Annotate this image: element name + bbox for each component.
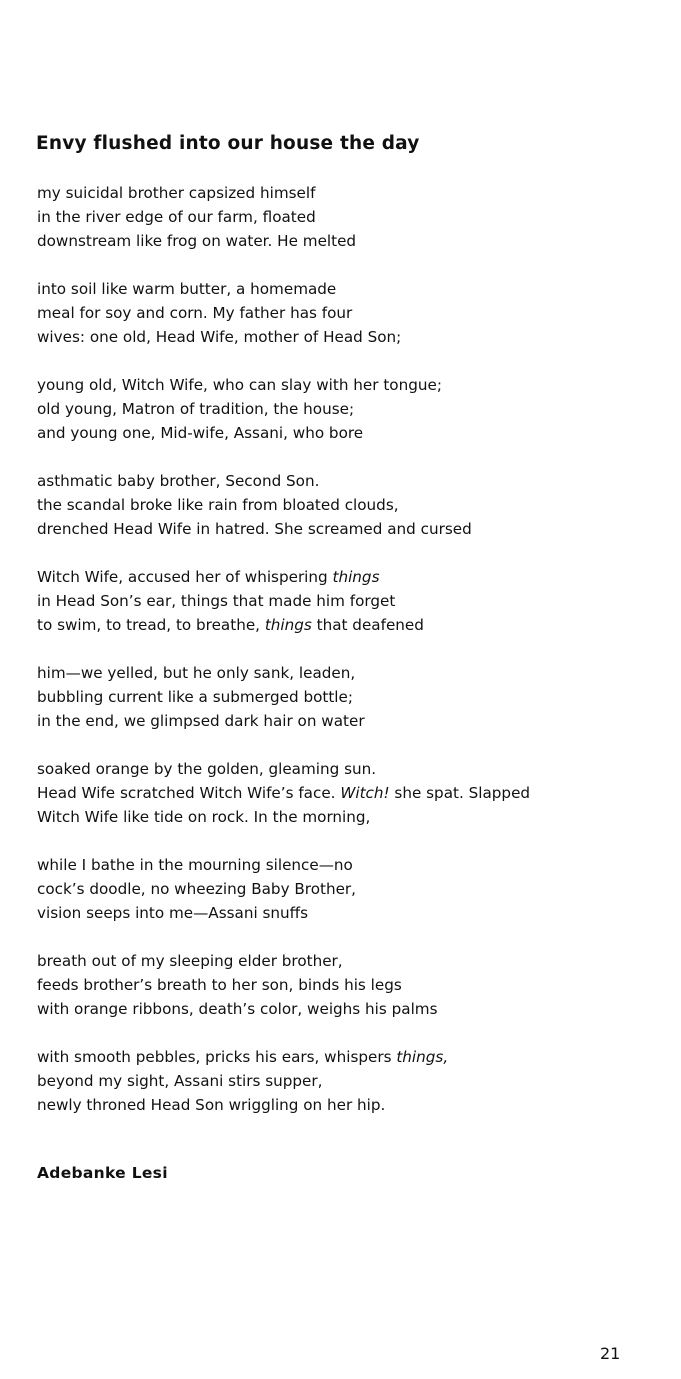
poem-line: bubbling current like a submerged bottle;: [37, 688, 353, 706]
poem-line: beyond my sight, Assani stirs supper,: [37, 1072, 323, 1090]
stanza: [37, 373, 657, 445]
poem-line: while I bathe in the mourning silence—no: [37, 856, 353, 874]
poem-line: with orange ribbons, death’s color, weighs his palms: [37, 1000, 438, 1018]
poem-line: with smooth pebbles, pricks his ears, whispers things,: [37, 1048, 449, 1066]
poem-line: asthmatic baby brother, Second Son.: [37, 472, 320, 490]
author-name: Adebanke Lesi: [37, 1164, 168, 1182]
poem-line: vision seeps into me—Assani snuffs: [37, 904, 309, 922]
poem-line: cock’s doodle, no wheezing Baby Brother,: [37, 880, 357, 898]
stanza: [37, 853, 657, 925]
poem-line: wives: one old, Head Wife, mother of Head Son;: [37, 328, 402, 346]
stanza: [37, 277, 657, 349]
poem-line: feeds brother’s breath to her son, binds his legs: [37, 976, 402, 994]
poem-line: the scandal broke like rain from bloated clouds,: [37, 496, 399, 514]
poem-line: Witch Wife like tide on rock. In the morning,: [37, 808, 371, 826]
poem-line: in Head Son’s ear, things that made him forget: [37, 592, 396, 610]
poem-line: in the end, we glimpsed dark hair on water: [37, 712, 365, 730]
poem-title: Envy flushed into our house the day: [36, 133, 420, 154]
stanza: [37, 565, 657, 637]
poem-line: and young one, Mid-wife, Assani, who bore: [37, 424, 364, 442]
poem-line: to swim, to tread, to breathe, things that deafened: [37, 616, 424, 634]
stanza: [37, 661, 657, 733]
poem-line: old young, Matron of tradition, the house;: [37, 400, 355, 418]
stanza: [37, 757, 657, 829]
poem-line: Witch Wife, accused her of whispering things: [37, 568, 380, 586]
poem-line: newly throned Head Son wriggling on her hip.: [37, 1096, 386, 1114]
poem-line: drenched Head Wife in hatred. She screamed and cursed: [37, 520, 472, 538]
stanza: [37, 469, 657, 541]
poem-line: breath out of my sleeping elder brother,: [37, 952, 343, 970]
poem-line: my suicidal brother capsized himself: [37, 184, 316, 202]
poem-line: him—we yelled, but he only sank, leaden,: [37, 664, 356, 682]
poem-line: young old, Witch Wife, who can slay with her tongue;: [37, 376, 442, 394]
poem-line: into soil like warm butter, a homemade: [37, 280, 337, 298]
poem-body: [37, 181, 657, 1141]
poem-line: downstream like frog on water. He melted: [37, 232, 357, 250]
stanza: [37, 1045, 657, 1117]
poem-line: soaked orange by the golden, gleaming sun.: [37, 760, 377, 778]
stanza: [37, 181, 657, 253]
poem-line: in the river edge of our farm, floated: [37, 208, 316, 226]
stanza: [37, 949, 657, 1021]
poem-line: Head Wife scratched Witch Wife’s face. Witch! she spat. Slapped: [37, 784, 531, 802]
poem-line: meal for soy and corn. My father has four: [37, 304, 353, 322]
page-number: 21: [600, 1344, 621, 1363]
